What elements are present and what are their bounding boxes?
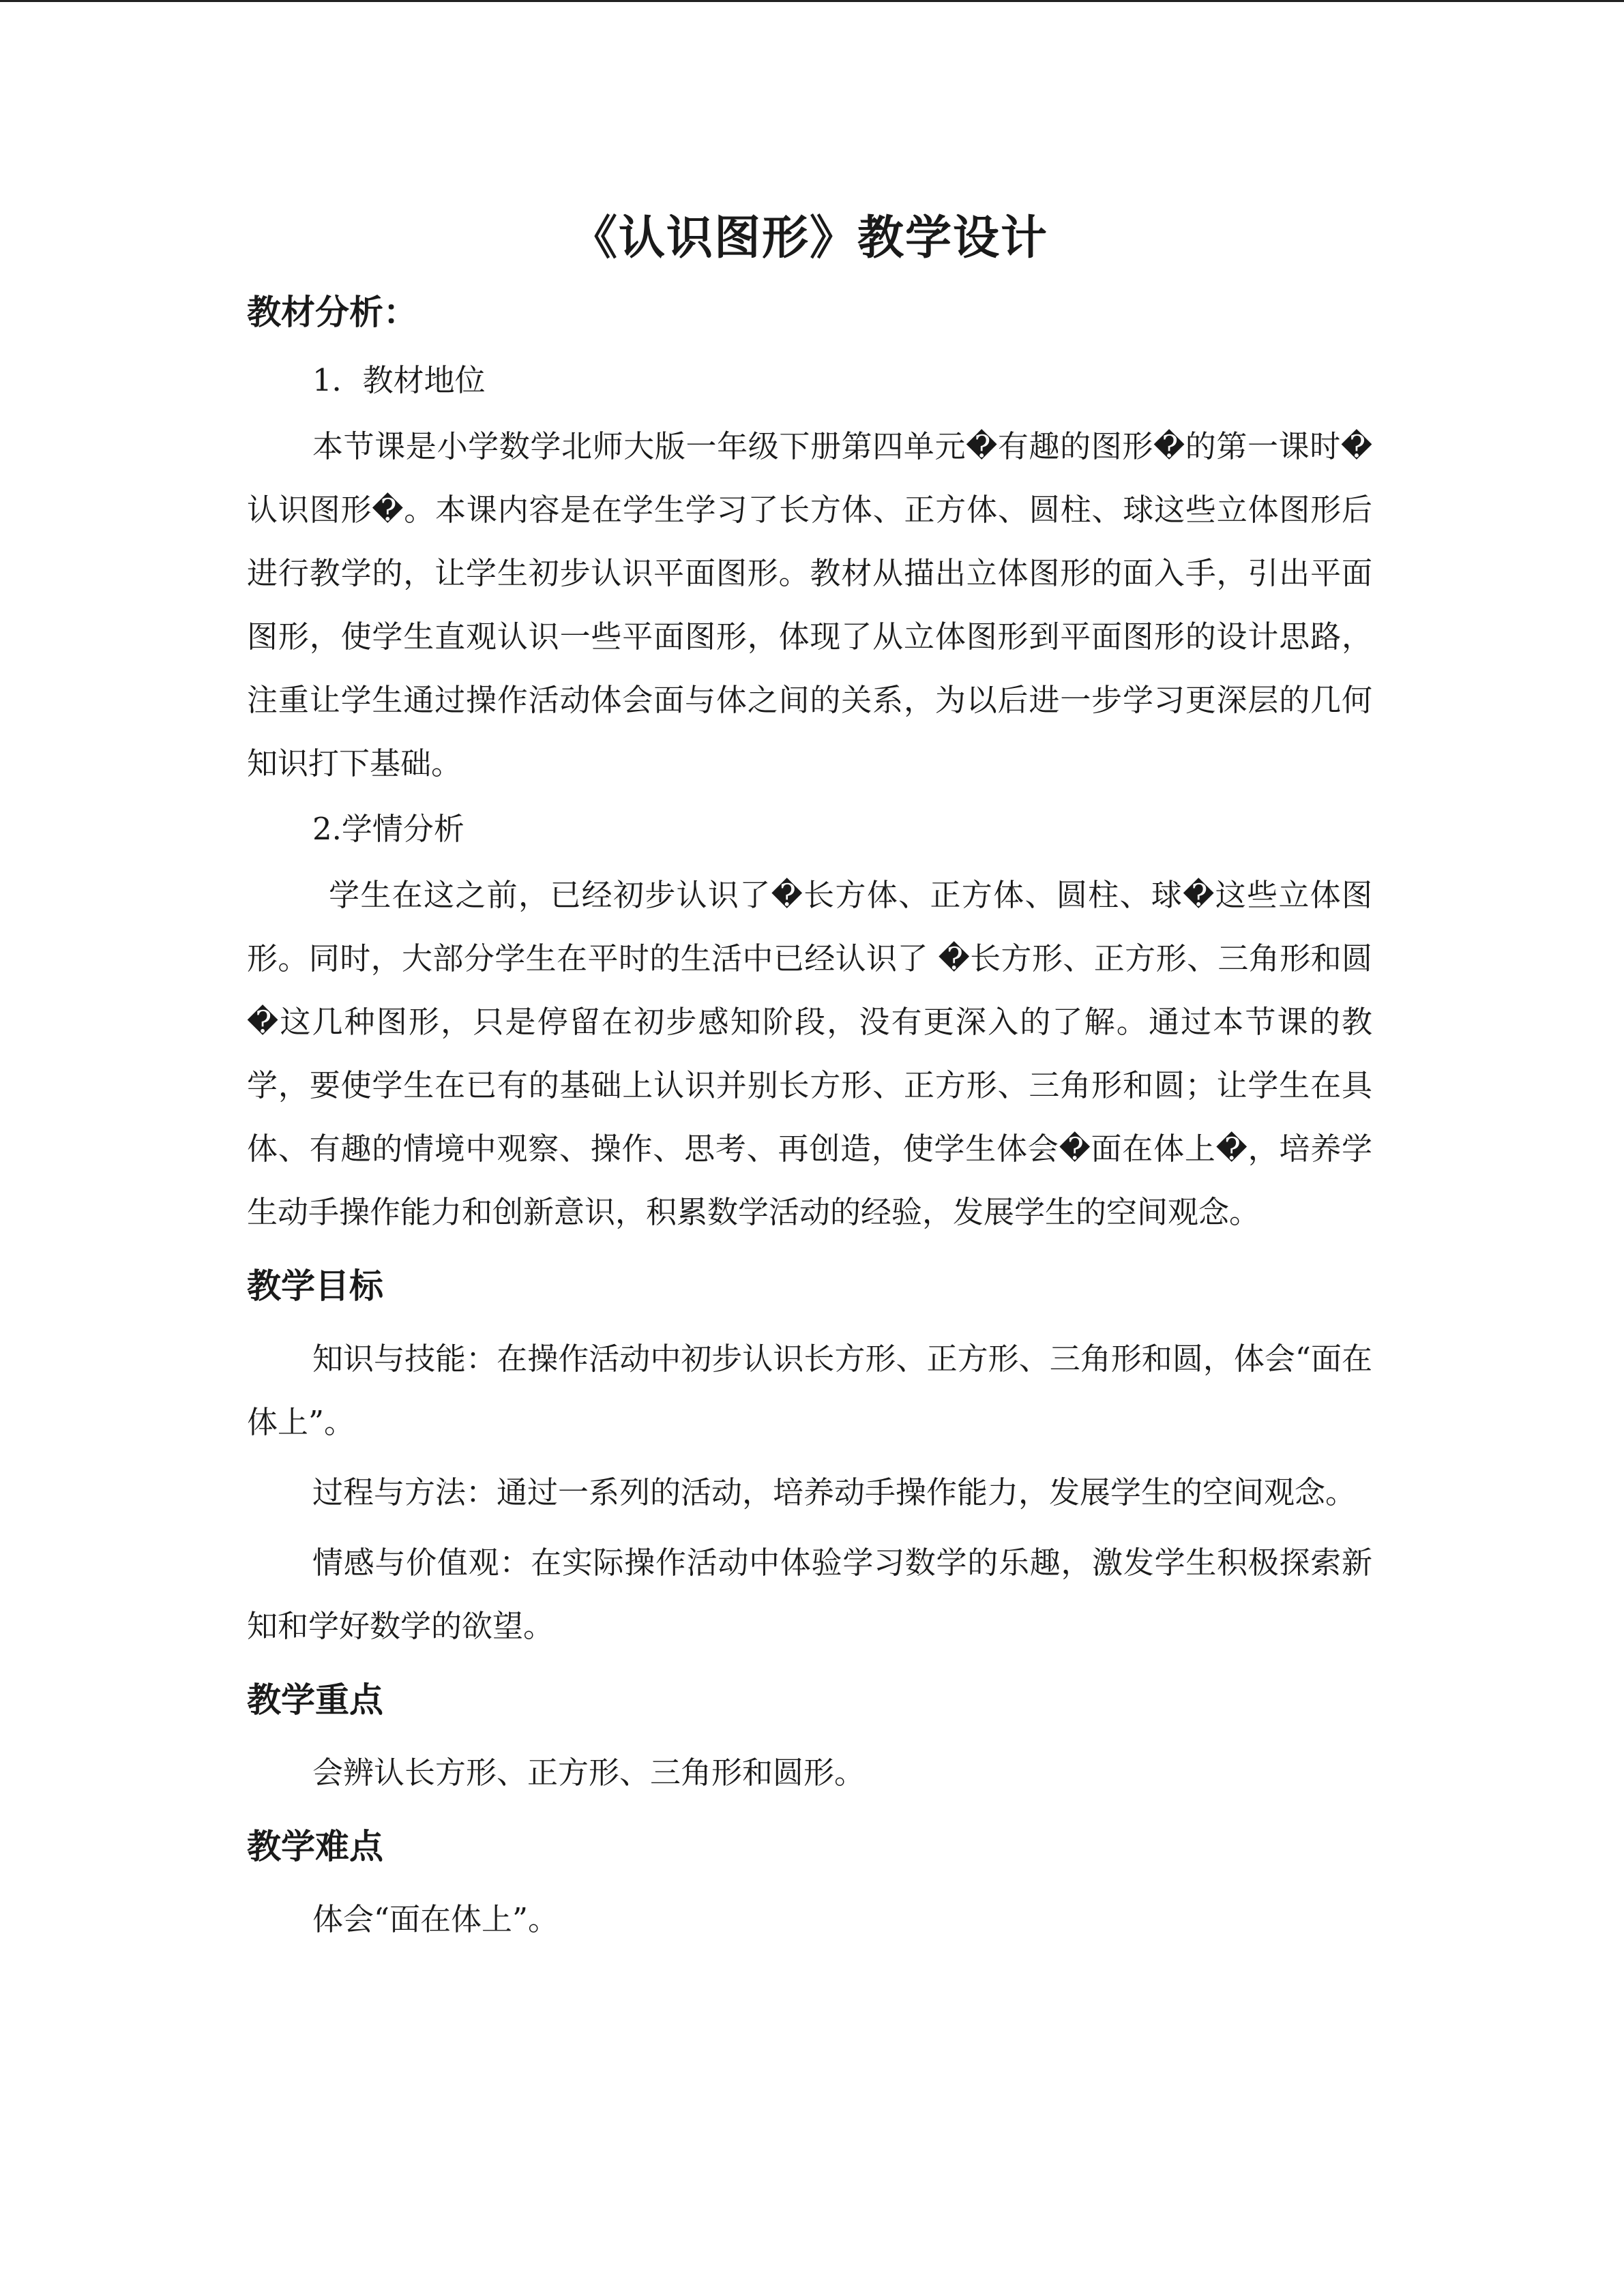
section-teaching-objectives (247, 1259, 1372, 1658)
section-difficulties (247, 1819, 1372, 1951)
section-key-points (247, 1673, 1372, 1804)
section-heading-difficulties: 教学难点 (247, 1827, 383, 1866)
subheading-materials-position: 1．教材地位 (312, 362, 486, 398)
subheading-student-analysis: 2.学情分析 (312, 811, 464, 847)
paragraph-objective-process: 过程与方法：通过一系列的活动，培养动手操作能力，发展学生的空间观念。 (312, 1474, 1357, 1510)
section-heading-materials: 教材分析： (247, 293, 417, 332)
paragraph-student-analysis: 学生在这之前，已经初步认识了�长方体、正方体、圆柱、球�这些立体图形。同时，大部分学生在平时的生活中已经认识了 �长方形、正方形、三角形和圆�这几种图形，只是停留在初步感知阶段，没有更深入的了解。通过本节课的教学，要使学生在已有的基础上认识并别长方形、正方形、三角形和圆；让学生在具体、有趣的情境中观察、操作、思考、再创造，使学生体会�面在体上�，培养学生动手操作能力和创新意识，积累数学活动的经验，发展学生的空间观念。 (247, 877, 1372, 1230)
paragraph-key-points: 会辨认长方形、正方形、三角形和圆形。 (312, 1755, 866, 1791)
document-title: 《认识图形》教学设计 (570, 211, 1048, 265)
section-heading-objectives: 教学目标 (247, 1266, 383, 1306)
paragraph-objective-emotion: 情感与价值观：在实际操作活动中体验学习数学的乐趣，激发学生积极探索新知和学好数学的欲望。 (247, 1545, 1372, 1644)
section-heading-key-points: 教学重点 (247, 1680, 383, 1720)
document-page (247, 205, 1372, 1958)
paragraph-materials-position: 本节课是小学数学北师大版一年级下册第四单元�有趣的图形�的第一课时�认识图形�。本课内容是在学生学习了长方体、正方体、圆柱、球这些立体图形后进行教学的，让学生初步认识平面图形。教材从描出立体图形的面入手，引出平面图形，使学生直观认识一些平面图形，体现了从立体图形到平面图形的设计思路，注重让学生通过操作活动体会面与体之间的关系，为以后进一步学习更深层的几何知识打下基础。 (247, 428, 1372, 781)
section-materials-analysis (247, 285, 1372, 1244)
page-top-border (0, 0, 1624, 2)
paragraph-difficulties: 体会“面在体上”。 (312, 1901, 559, 1937)
paragraph-objective-knowledge: 知识与技能：在操作活动中初步认识长方形、正方形、三角形和圆，体会“面在体上”。 (247, 1341, 1372, 1440)
